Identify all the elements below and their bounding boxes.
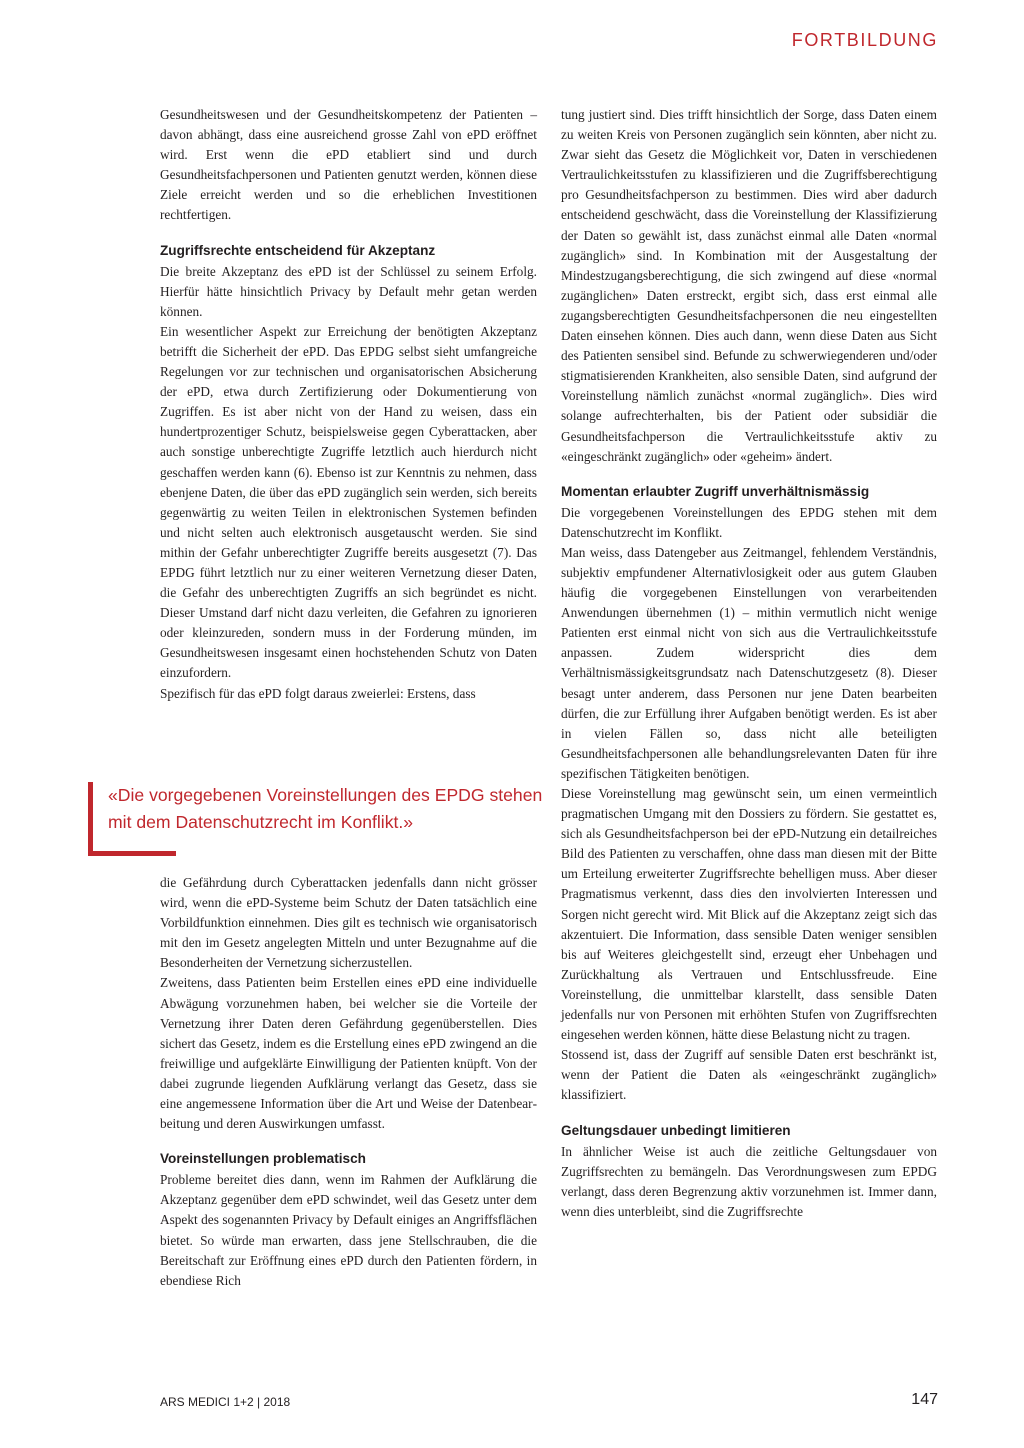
paragraph: Diese Voreinstellung mag gewünscht sein, um einen vermeintlich pragmatischen Umgang mit den Dossiers zu fördern. Sie gestattet es, sich als Gesundheitsfachperson bei der ePD-Nutzung ein detailreiches Bild des Patienten zu verschaffen, ohne dass man diesen mit der Bitte um Erteilung erweiterter Zugriffsrechte behelligen muss. Aber dieser Pragmatismus verkennt, dass dies den involvierten Interessen und Sorgen nicht gerecht wird. Mit Blick auf die Akzeptanz zeigt sich das akzentuiert. Die Information, dass sensible Daten weniger sensiblen bis auf Weiteres gleichgestellt sind, erzeugt eher Unbehagen und Zurückhaltung als Vertrauen und Entschlussfreude. Eine Voreinstellung, die unmittelbar klarstellt, dass sensible Daten jedenfalls nur von Personen mit erhöhten Stufen von Zugriffsrechten eingesehen werden können, hätte diese Belastung nicht zu tragen. [561, 786, 937, 1043]
pull-quote [88, 782, 548, 860]
paragraph: Man weiss, dass Datengeber aus Zeitmangel, fehlendem Verständnis, subjektiv empfundener Alternativlosigkeit oder aus gutem Glauben häufig die vorgegebenen Einstellungen von verarbeitenden Anwendungen übernehmen (1) – mithin vermutlich nicht wenige Patienten erst einmal nicht von sich aus die Vertraulichkeitsstufe anpassen. Zudem widerspricht dies dem Verhältnismässigkeitsgrundsatz nach Datenschutzgesetz (8). Dieser besagt unter anderem, dass Personen nur jene Daten bearbeiten dürfen, die zur Erfüllung ihrer Aufgaben benötigt werden. Es ist aber in vielen Fällen so, dass nicht alle beteiligten Gesundheitsfachpersonen alle behandlungsrelevanten Daten für ihre spezifischen Tätigkeiten benötigen. [561, 544, 937, 781]
paragraph: Die breite Akzeptanz des ePD ist der Schlüssel zu seinem Erfolg. Hierfür hätte hinsichtlich Privacy by Default mehr getan werden können. [160, 263, 537, 319]
paragraph: tung justiert sind. Dies trifft hinsichtlich der Sorge, dass Daten einem zu weiten Kreis von Personen zugänglich sein könnten, aber nicht zu. Zwar sieht das Gesetz die Möglichkeit vor, Daten in verschiedenen Vertraulichkeitsstufen zu klassifizieren und die Zugriffsberechtigung pro Gesundheitsfachperson zu bestimmen. Dies wird aber dadurch entscheidend geschwächt, dass die Voreinstellung der Klassifizierung der Daten so gewählt ist, dass zunächst einmal alle Daten «normal zugänglich» sind. In Kombination mit der Ausgestaltung der Mindestzugangsberechtigung, die sich zwingend auf diese «normal zugänglichen» Daten erstreckt, ergibt sich, dass erst einmal alle zugangsberechtigten Gesundheitsfachpersonen die neu eingestellten Daten einsehen können. Dies auch dann, wenn diese Daten aus Sicht des Patienten sensibel sind. Befunde zu schwerwiegenderen und/oder stigmatisierenden Krankheiten, also sensible Daten, sind aufgrund der Voreinstellung nämlich zunächst «normal zugänglich». Dies wird solange aufrechterhalten, bis der Patient oder subsidiär die Gesundheitsfachperson die Vertraulichkeitsstufe aktiv zu «eingeschränkt zugänglich» oder «geheim» ändert. [561, 107, 937, 464]
paragraph: Zweitens, dass Patienten beim Erstellen eines ePD eine individuelle Abwägung vorzunehmen haben, bei welcher sie die Vorteile der Vernetzung ihrer Daten deren Gefährdung gegenüberstellen. Dies sichert das Gesetz, indem es die Erstellung eines ePD zwingend an die freiwillige und aufgeklärte Einwilligung der Patienten knüpft. Von der dabei zugrunde liegenden Aufklärung verlangt das Gesetz, dass sie eine angemessene Information über die Art und Weise der Datenbearbeitung und deren Auswirkungen umfasst. [160, 975, 537, 1132]
quote-bracket-vertical [88, 782, 93, 856]
paragraph: Die vorgegebenen Voreinstellungen des EPDG stehen mit dem Datenschutzrecht im Konflikt. [561, 504, 937, 540]
section-heading: Voreinstellungen problematisch [160, 1151, 366, 1167]
pull-quote-text: «Die vorgegebenen Voreinstellungen des EPDG stehen mit dem Datenschutzrecht im Konflikt.» [108, 785, 543, 832]
section-label: FORTBILDUNG [791, 30, 938, 50]
paragraph: Probleme bereitet dies dann, wenn im Rahmen der Aufklärung die Akzeptanz gegenüber dem ePD schwindet, weil das Gesetz unter dem Aspekt des sogenannten Privacy by Default einiges an Angriffsflächen bietet. So würde man erwarten, dass jene Stellschrauben, die die Bereitschaft zur Eröffnung eines ePD durch den Patienten fördern, in ebendiese Rich [160, 1172, 537, 1288]
section-heading: Momentan erlaubter Zugriff unverhältnismässig [561, 483, 870, 499]
paragraph: In ähnlicher Weise ist auch die zeitliche Geltungsdauer von Zugriffsrechten zu bemängeln. Das Verordnungswesen zum EPDG verlangt, dass deren Begrenzung aktiv vorzunehmen ist. Immer dann, wenn dies unterbleibt, sind die Zugriffsrechte [561, 1143, 937, 1219]
section-heading: Geltungsdauer unbedingt limitieren [561, 1122, 791, 1138]
paragraph: die Gefährdung durch Cyberattacken jedenfalls dann nicht grösser wird, wenn die ePD-Systeme beim Schutz der Daten tatsächlich eine Vorbildfunktion einnehmen. Dies gilt es technisch wie organisatorisch mit den im Gesetz angelegten Mitteln und unter Bezugnahme auf die Besonderheiten der Vernetzung sicherzustellen. [160, 875, 537, 971]
paragraph: Spezifisch für das ePD folgt daraus zweierlei: Erstens, dass [160, 685, 476, 701]
section-heading: Zugriffsrechte entscheidend für Akzeptanz [160, 242, 436, 258]
right-column [561, 105, 937, 1222]
paragraph: Stossend ist, dass der Zugriff auf sensible Daten erst beschränkt ist, wenn der Patient die Daten als «eingeschränkt zugänglich» klassifiziert. [561, 1047, 937, 1103]
page-number: 147 [911, 1391, 938, 1408]
paragraph: Gesundheitswesen und der Gesundheitskompetenz der Patienten – davon abhängt, dass eine ausreichend grosse Zahl von ePD eröffnet wird. Erst wenn die ePD etabliert sind und durch Gesundheitsfachpersonen und Patienten genutzt werden, können diese Ziele erreicht werden und so die erheblichen Investitionen rechtfertigen. [160, 107, 537, 223]
left-column-lower [160, 873, 537, 1291]
left-column-upper [160, 105, 537, 704]
paragraph: Ein wesentlicher Aspekt zur Erreichung der benötigten Akzeptanz betrifft die Sicherheit der ePD. Das EPDG selbst sieht umfangreiche Regelungen vor zur technischen und organisatorischen Absicherung der ePD, etwa durch Zertifizierung oder Dokumentierung von Zugriffen. Es ist aber nicht von der Hand zu weisen, dass ein hundertprozentiger Schutz, beispielsweise gegen Cyberattacken, aber auch sonstige unberechtigte Zugriffe letztlich auch hierdurch nicht geschaffen werden kann (6). Ebenso ist zur Kenntnis zu nehmen, dass ebenjene Daten, die über das ePD zugänglich sein werden, sich bereits gegenwärtig zu weiten Teilen in elektronischen Systemen befinden und nicht selten auch elektronisch ausgetauscht werden. Sie sind mithin der Gefahr unberechtigter Zugriffe bereits ausgesetzt (7). Das EPDG führt letztlich nur zu einer weiteren Vernetzung dieser Daten, die Gefahr des unberechtigten Zugriffs an sich begründet es nicht. Dieser Umstand darf nicht dazu verleiten, die Gefahren zu ignorieren oder kleinzureden, sondern muss in der Forderung münden, im Gesundheitswesen insgesamt einen hochstehenden Schutz von Daten einzufordern. [160, 323, 537, 681]
journal-footer: ARS MEDICI 1+2 | 2018 [160, 1395, 291, 1409]
quote-bracket-horizontal [88, 851, 176, 856]
